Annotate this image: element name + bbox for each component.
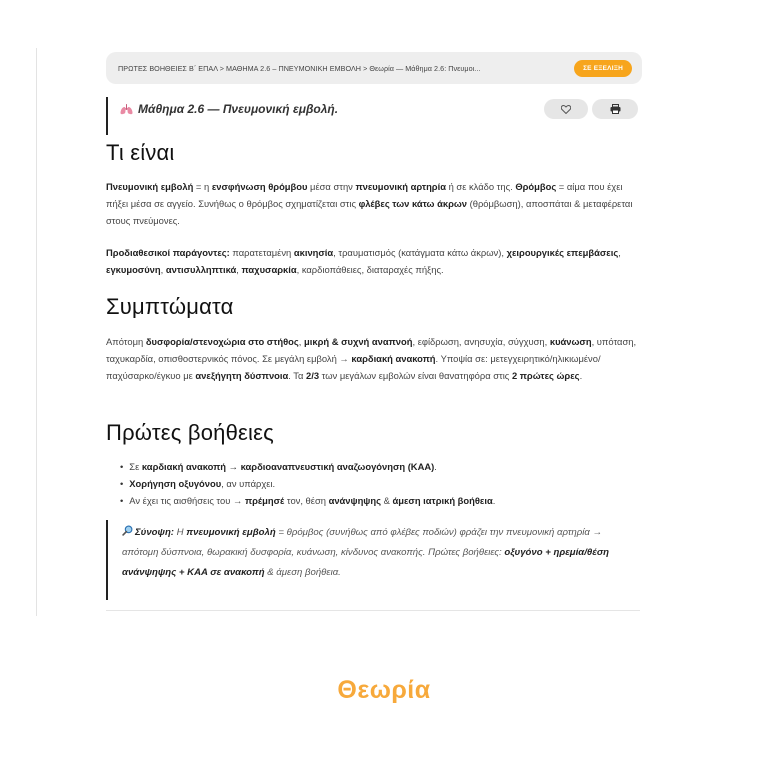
first-aid-list xyxy=(120,458,495,509)
text: , αν υπάρχει. xyxy=(221,478,276,489)
breadcrumb-path[interactable]: ΠΡΩΤΕΣ ΒΟΗΘΕΙΕΣ Β΄ ΕΠΑΛ > ΜΑΘΗΜΑ 2.6 – ΠΝΕΥΜΟΝΙΚΗ ΕΜΒΟΛΗ > Θεωρία — Μάθημα 2.6: Πνευμοι... xyxy=(118,63,481,73)
bold-text: πνευμονική εμβολή xyxy=(186,527,276,538)
text: , καρδιοπάθειες, διαταραχές πήξης. xyxy=(296,264,444,275)
bold-text: άμεση ιατρική βοήθεια xyxy=(392,495,493,506)
text: . Υποψία σε: μετεγχειρητικό/ηλικιωμένο/παχύσαρκο/έγκυο με xyxy=(106,353,601,381)
list-item xyxy=(120,492,495,509)
text: & άμεση βοήθεια. xyxy=(264,567,341,578)
lesson-title-text: Μάθημα 2.6 — Πνευμονική εμβολή. xyxy=(138,102,339,116)
bold-text: ανεξήγητη δύσπνοια xyxy=(195,370,289,381)
text: , xyxy=(618,247,621,258)
text: , τραυματισμός (κατάγματα κάτω άκρων), xyxy=(333,247,507,258)
bold-text: καρδιακή ανακοπή xyxy=(351,353,436,364)
text: , xyxy=(160,264,166,275)
text: , εφίδρωση, ανησυχία, σύγχυση, xyxy=(412,336,550,347)
bold-text: Πνευμονική εμβολή xyxy=(106,181,194,192)
bold-text: πρέμησέ xyxy=(244,495,285,506)
text: , xyxy=(298,336,304,347)
section-heading-first-aid: Πρώτες βοήθειες xyxy=(106,420,274,445)
paragraph-symptoms xyxy=(106,333,640,384)
text: = η xyxy=(193,181,212,192)
text: = αίμα που έχει πήξει μέσα σε αγγείο. Συνήθως ο θρόμβος σχηματίζεται στις xyxy=(106,181,623,209)
bold-text: μικρή & συχνή αναπνοή xyxy=(304,336,413,347)
section-heading-symptoms: Συμπτώματα xyxy=(106,294,234,319)
list-item xyxy=(120,458,495,475)
print-button[interactable] xyxy=(592,99,638,119)
favorite-button[interactable] xyxy=(544,99,588,119)
text: παρατεταμένη xyxy=(229,247,294,258)
bold-text: πνευμονική αρτηρία xyxy=(355,181,446,192)
text: . xyxy=(492,495,496,506)
breadcrumb xyxy=(106,52,642,84)
bold-text: εγκυμοσύνη xyxy=(106,264,161,275)
paragraph-definition xyxy=(106,178,640,229)
summary-text xyxy=(122,523,634,583)
bold-text: 2 πρώτες ώρες xyxy=(511,370,580,381)
text: . xyxy=(434,461,437,472)
paragraph-risk-factors xyxy=(106,244,640,278)
text: & xyxy=(380,495,393,506)
lesson-accent-bar xyxy=(106,97,108,135)
printer-icon xyxy=(610,104,621,114)
bold-text: 2/3 xyxy=(306,370,320,381)
text: Σε xyxy=(129,461,142,472)
bold-text: καρδιακή ανακοπή → καρδιοαναπνευστική αναζωογόνηση (ΚΑΑ) xyxy=(141,461,435,472)
bold-text: δυσφορία/στενοχώρια στο στήθος xyxy=(145,336,299,347)
text: Απότομη xyxy=(106,336,146,347)
bold-text: οξυγόνο + ηρεμία/θέση ανάνψηψης + ΚΑΑ σε ανακοπή xyxy=(122,547,610,578)
bold-text: Προδιαθεσικοί παράγοντες: xyxy=(106,247,230,258)
bold-text: ακινησία xyxy=(293,247,334,258)
text: , xyxy=(236,264,242,275)
text: (θρόμβωση), αποσπάται & μεταφέρεται στους πνεύμονες. xyxy=(106,198,633,226)
bold-text: Χορήγηση οξυγόνου xyxy=(129,478,222,489)
bold-text: κυάνωση xyxy=(549,336,592,347)
text: των μεγάλων εμβολών είναι θανατηφόρα στις xyxy=(319,370,512,381)
text: , υπόταση, ταχυκαρδία, οπισθοστερνικός πόνος. Σε μεγάλη εμβολή → xyxy=(106,336,637,364)
bold-text: χειρουργικές επεμβάσεις xyxy=(506,247,619,258)
text: = θρόμβος (συνήθως από φλέβες ποδιών) φράζει την πνευμονική αρτηρία → απότομη δύσπνοια, θωρακική δυσφορία, κυάνωση, κίνδυνος ανακοπής. Πρώτες βοήθειες: xyxy=(122,527,603,558)
section-heading-what: Τι είναι xyxy=(106,140,175,165)
summary-accent-bar xyxy=(106,520,108,600)
divider xyxy=(106,610,640,611)
bold-text: παχυσαρκία xyxy=(241,264,297,275)
list-item xyxy=(120,475,495,492)
bold-text: φλέβες των κάτω άκρων xyxy=(358,198,468,209)
text: ή σε κλάδο της. xyxy=(445,181,516,192)
lesson-title xyxy=(120,102,338,116)
text: . Τα xyxy=(288,370,307,381)
bold-text: ανάνψηψης xyxy=(328,495,381,506)
bold-text: ενσφήνωση θρόμβου xyxy=(211,181,308,192)
text: μέσα στην xyxy=(307,181,356,192)
bold-text: Θρόμβος xyxy=(515,181,557,192)
footer-label: Θεωρία xyxy=(337,676,431,704)
text: τον, θέση xyxy=(284,495,329,506)
bold-text: αντισυλληπτικά xyxy=(165,264,237,275)
bold-text: Σύνοψη: xyxy=(135,527,175,538)
text: Αν έχει τις αισθήσεις του → xyxy=(129,495,245,506)
text: Η xyxy=(174,527,187,538)
heart-icon xyxy=(561,105,571,114)
status-button[interactable]: ΣΕ ΕΞΕΛΙΞΗ xyxy=(574,60,632,77)
text: . xyxy=(579,370,583,381)
page-left-rule xyxy=(36,48,37,616)
lesson-header xyxy=(106,97,642,137)
magnifier-icon xyxy=(122,525,133,536)
summary-box xyxy=(106,520,640,600)
lungs-icon xyxy=(120,104,133,115)
